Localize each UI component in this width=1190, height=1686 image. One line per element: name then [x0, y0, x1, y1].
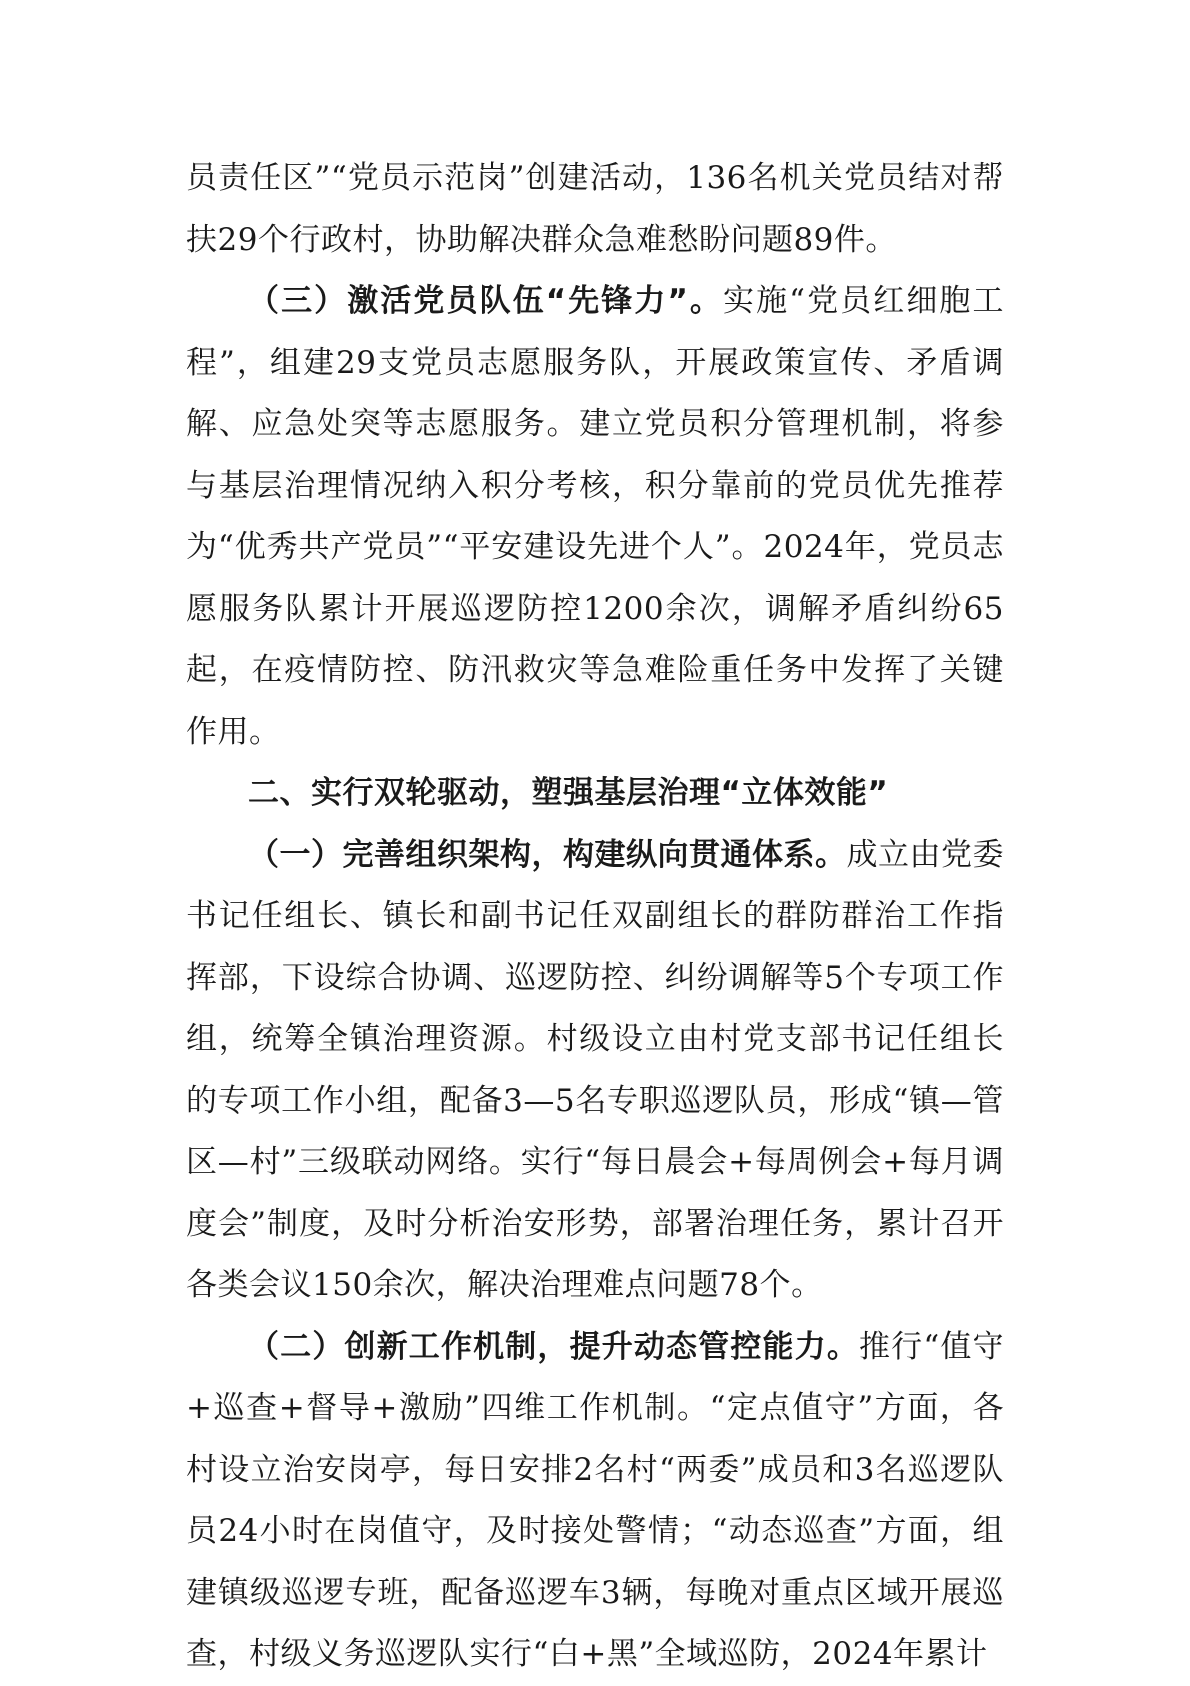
paragraph-lead: （三）激活党员队伍“先锋力”。 [248, 283, 723, 319]
paragraph-lead: （二）创新工作机制，提升动态管控能力。 [248, 1328, 860, 1365]
paragraph-lead: （一）完善组织架构，构建纵向贯通体系。 [248, 836, 847, 873]
paragraph-mechanism [186, 1317, 1004, 1686]
paragraph-text: 成立由党委书记任组长、镇长和副书记任双副组长的群防群治工作指挥部，下设综合协调、巡逻防控、纠纷调解等5个专项工作组，统筹全镇治理资源。村级设立由村党支部书记任组长的专项工作小组，配备3—5名专职巡逻队员，形成“镇—管区—村”三级联动网络。实行“每日晨会+每周例会+每月调度会”制度，及时分析治安形势，部署治理任务，累计召开各类会议150余次，解决治理难点问题78个。 [186, 836, 1004, 1303]
document-page [186, 148, 1004, 1686]
paragraph-organization [186, 825, 1004, 1317]
paragraph-party-vanguard [186, 271, 1004, 763]
paragraph-continuation [186, 148, 1004, 271]
paragraph-text: 员责任区”“党员示范岗”创建活动，136名机关党员结对帮扶29个行政村，协助解决群众急难愁盼问题89件。 [186, 160, 1004, 258]
paragraph-text: 实施“党员红细胞工程”，组建29支党员志愿服务队，开展政策宣传、矛盾调解、应急处突等志愿服务。建立党员积分管理机制，将参与基层治理情况纳入积分考核，积分靠前的党员优先推荐为“优秀共产党员”“平安建设先进个人”。2024年，党员志愿服务队累计开展巡逻防控1200余次，调解矛盾纠纷65起，在疫情防控、防汛救灾等急难险重任务中发挥了关键作用。 [186, 283, 1004, 750]
section-heading: 二、实行双轮驱动，塑强基层治理“立体效能” [248, 775, 889, 811]
paragraph-text: 推行“值守+巡查+督导+激励”四维工作机制。“定点值守”方面，各村设立治安岗亭，每日安排2名村“两委”成员和3名巡逻队员24小时在岗值守，及时接处警情；“动态巡查”方面，组建镇级巡逻专班，配备巡逻车3辆，每晚对重点区域开展巡查，村级义务巡逻队实行“白+黑”全域巡防，2024年累计 [186, 1328, 1004, 1672]
